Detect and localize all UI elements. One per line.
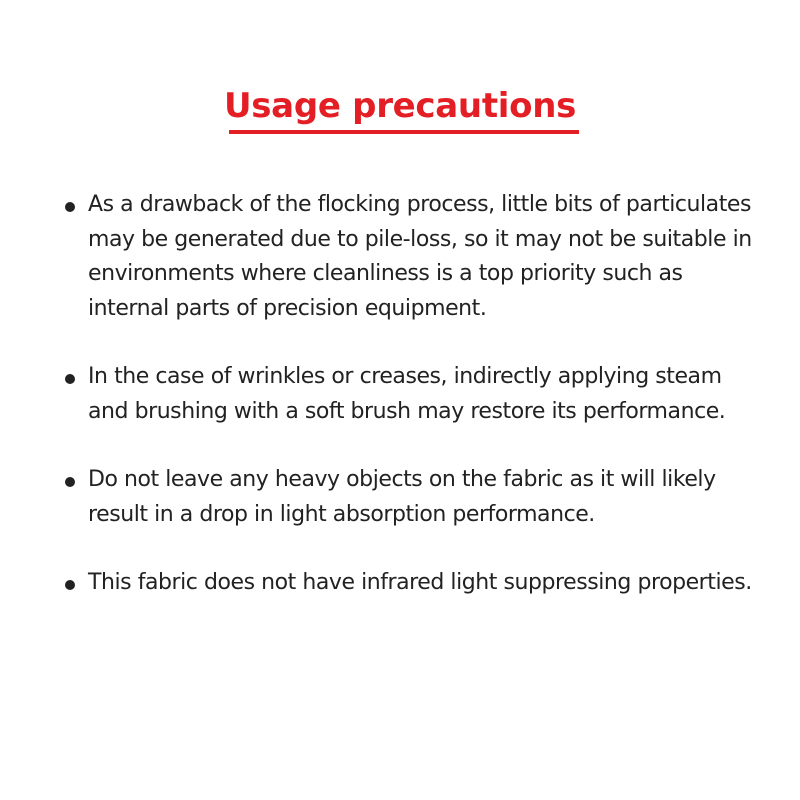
- precaution-text: Do not leave any heavy objects on the fabric as it will likely result in a drop in light absorption performance.: [88, 467, 716, 527]
- title-underline: [229, 130, 579, 134]
- precautions-list: [62, 188, 752, 635]
- bullet-dot-icon: [65, 477, 75, 487]
- list-item: [62, 463, 752, 532]
- precaution-text: This fabric does not have infrared light suppressing properties.: [88, 570, 752, 595]
- list-item: [62, 566, 752, 601]
- precaution-text: As a drawback of the flocking process, little bits of particulates may be generated due to pile-loss, so it may not be suitable in environments where cleanliness is a top priority such as internal parts of precision equipment.: [88, 192, 752, 321]
- precaution-text: In the case of wrinkles or creases, indirectly applying steam and brushing with a soft brush may restore its performance.: [88, 364, 726, 424]
- bullet-dot-icon: [65, 580, 75, 590]
- bullet-dot-icon: [65, 374, 75, 384]
- page-title: Usage precautions: [223, 86, 577, 126]
- list-item: [62, 188, 752, 326]
- list-item: [62, 360, 752, 429]
- bullet-dot-icon: [65, 202, 75, 212]
- title-container: [0, 84, 800, 128]
